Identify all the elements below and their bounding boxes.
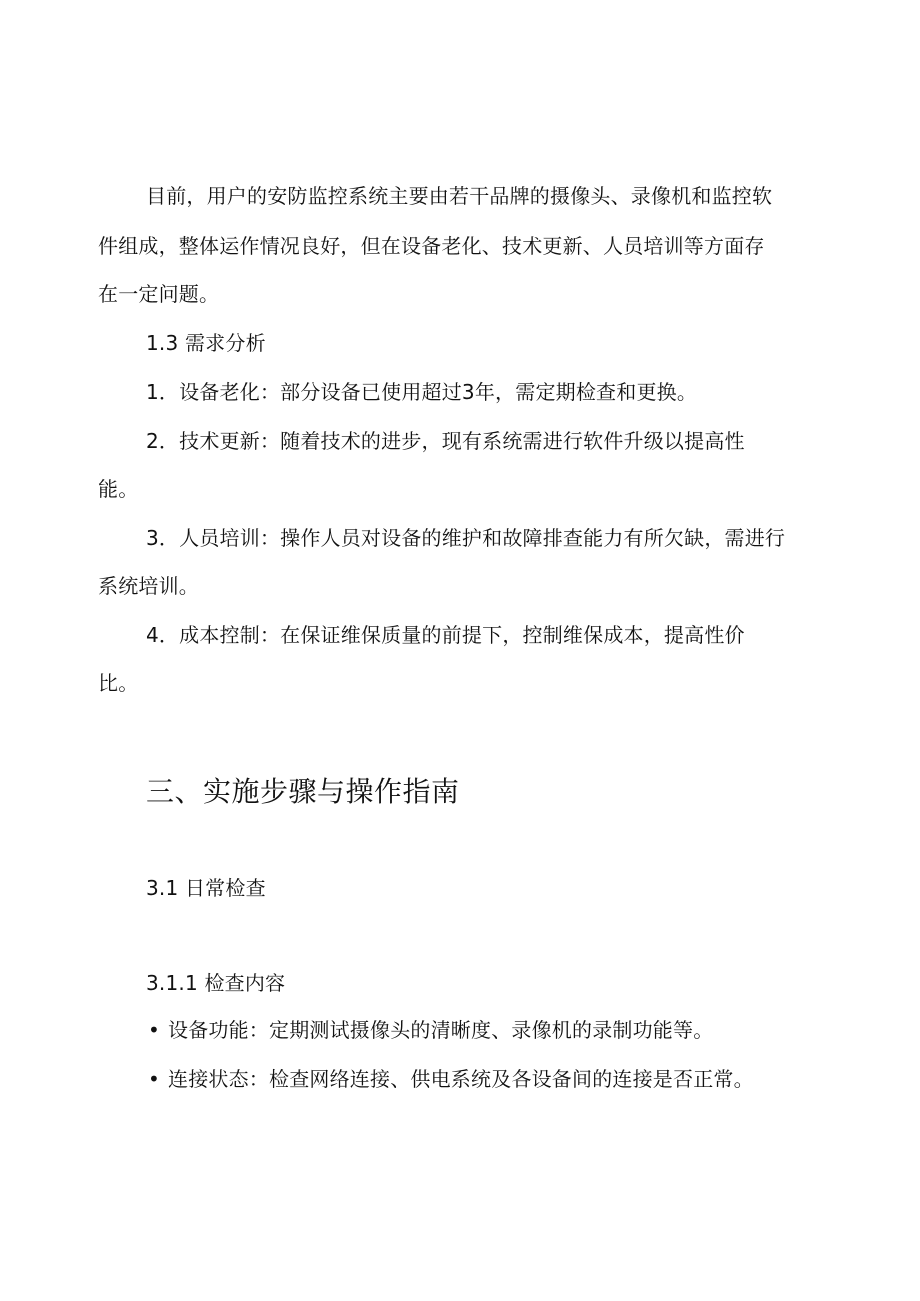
check-item-connection-status: 连接状态：检查网络连接、供电系统及各设备间的连接是否正常。 (168, 1067, 754, 1091)
intro-paragraph-line-2: 件组成，整体运作情况良好，但在设备老化、技术更新、人员培训等方面存 (98, 234, 765, 258)
requirement-item-2-line-1: 2．技术更新：随着技术的进步，现有系统需进行软件升级以提高性 (146, 429, 745, 453)
requirement-item-3-line-1: 3．人员培训：操作人员对设备的维护和故障排查能力有所欠缺，需进行 (146, 526, 786, 550)
section-1-3-title: 1.3 需求分析 (146, 331, 266, 355)
requirement-item-3-line-2: 系统培训。 (98, 574, 199, 598)
requirement-item-2-line-2: 能。 (98, 477, 139, 501)
bullet-dot-2: • (148, 1067, 160, 1091)
requirement-item-1: 1．设备老化：部分设备已使用超过3年，需定期检查和更换。 (146, 380, 698, 404)
chapter-3-heading: 三、实施步骤与操作指南 (146, 775, 460, 808)
section-3-1-title: 3.1 日常检查 (146, 876, 266, 900)
bullet-dot-1: • (148, 1018, 160, 1042)
intro-paragraph-line-1: 目前，用户的安防监控系统主要由若干品牌的摄像头、录像机和监控软 (146, 184, 773, 208)
intro-paragraph-line-3: 在一定问题。 (98, 282, 220, 306)
requirement-item-4-line-2: 比。 (98, 671, 139, 695)
subsection-3-1-1-title: 3.1.1 检查内容 (146, 971, 286, 995)
check-item-device-function: 设备功能：定期测试摄像头的清晰度、录像机的录制功能等。 (168, 1018, 714, 1042)
requirement-item-4-line-1: 4．成本控制：在保证维保质量的前提下，控制维保成本，提高性价 (146, 623, 745, 647)
